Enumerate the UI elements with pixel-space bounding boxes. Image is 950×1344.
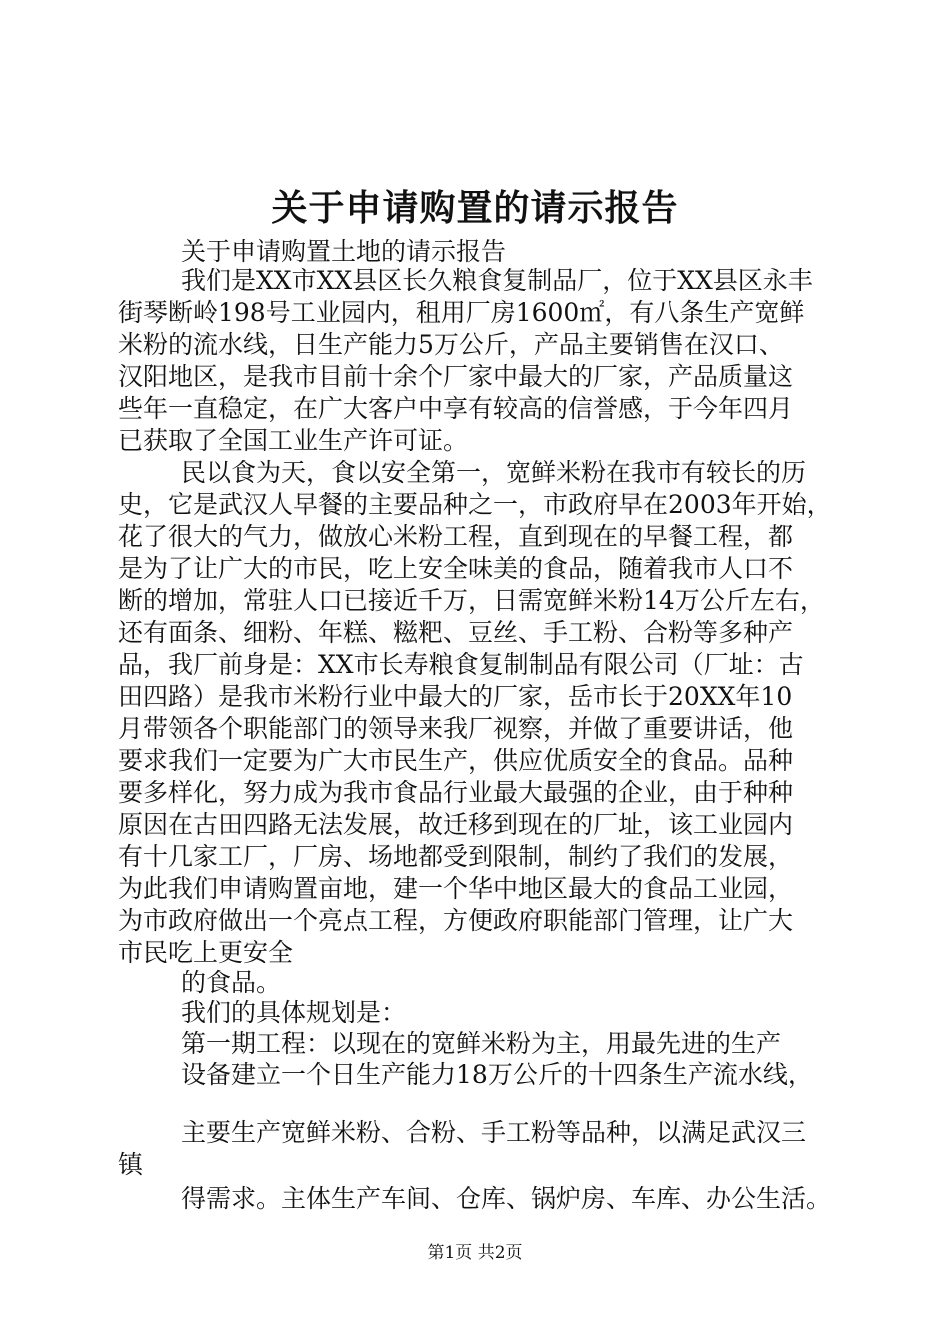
- document-title: 关于申请购置的请示报告: [271, 187, 679, 229]
- paragraph-line: 街琴断岭198号工业园内，租用厂房1600㎡，有八条生产宽鲜: [118, 298, 805, 327]
- paragraph-line: 汉阳地区，是我市目前十余个厂家中最大的厂家，产品质量这: [118, 362, 794, 391]
- paragraph-line: 镇: [118, 1150, 144, 1179]
- paragraph-line: 田四路）是我市米粉行业中最大的厂家，岳市长于20XX年10: [118, 682, 793, 711]
- paragraph-line: 民以食为天，食以安全第一，宽鲜米粉在我市有较长的历: [181, 458, 807, 487]
- paragraph-line: 的食品。: [181, 968, 282, 997]
- page-number: 第1页 共2页: [427, 1243, 523, 1263]
- paragraph-line: 主要生产宽鲜米粉、合粉、手工粉等品种，以满足武汉三: [181, 1118, 807, 1147]
- paragraph-line: 要求我们一定要为广大市民生产，供应优质安全的食品。品种: [118, 746, 794, 775]
- paragraph-line: 已获取了全国工业生产许可证。: [118, 426, 469, 455]
- paragraph-line: 有十几家工厂，厂房、场地都受到限制，制约了我们的发展，: [118, 842, 794, 871]
- paragraph-line: 设备建立一个日生产能力18万公斤的十四条生产流水线，: [181, 1060, 813, 1089]
- paragraph-line: 第一期工程：以现在的宽鲜米粉为主，用最先进的生产: [181, 1029, 782, 1058]
- paragraph-line: 品，我厂前身是：XX市长寿粮食复制制品有限公司（厂址：古: [118, 650, 804, 679]
- paragraph-line: 原因在古田四路无法发展，故迁移到现在的厂址，该工业园内: [118, 810, 794, 839]
- subtitle-line: 关于申请购置土地的请示报告: [181, 237, 507, 266]
- paragraph-line: 我们的具体规划是：: [181, 998, 407, 1027]
- paragraph-line: 要多样化，努力成为我市食品行业最大最强的企业，由于种种: [118, 778, 794, 807]
- paragraph-line: 米粉的流水线，日生产能力5万公斤，产品主要销售在汉口、: [118, 330, 784, 359]
- paragraph-line: 花了很大的气力，做放心米粉工程，直到现在的早餐工程，都: [118, 522, 794, 551]
- paragraph-line: 我们是XX市XX县区长久粮食复制品厂，位于XX县区永丰: [181, 266, 813, 295]
- paragraph-line: 断的增加，常驻人口已接近千万，日需宽鲜米粉14万公斤左右，: [118, 586, 825, 615]
- paragraph-line: 市民吃上更安全: [118, 938, 294, 967]
- paragraph-line: 还有面条、细粉、年糕、糍粑、豆丝、手工粉、合粉等多种产: [118, 618, 794, 647]
- paragraph-line: 为市政府做出一个亮点工程，方便政府职能部门管理，让广大: [118, 906, 794, 935]
- paragraph-line: 是为了让广大的市民，吃上安全味美的食品，随着我市人口不: [118, 554, 794, 583]
- paragraph-line: 月带领各个职能部门的领导来我厂视察，并做了重要讲话，他: [118, 714, 794, 743]
- paragraph-line: 史，它是武汉人早餐的主要品种之一，市政府早在2003年开始，: [118, 490, 832, 519]
- paragraph-line: 些年一直稳定，在广大客户中享有较高的信誉感，于今年四月: [118, 394, 794, 423]
- paragraph-line: 为此我们申请购置亩地，建一个华中地区最大的食品工业园，: [118, 874, 794, 903]
- paragraph-line: 得需求。主体生产车间、仓库、锅炉房、车库、办公生活。: [181, 1184, 832, 1213]
